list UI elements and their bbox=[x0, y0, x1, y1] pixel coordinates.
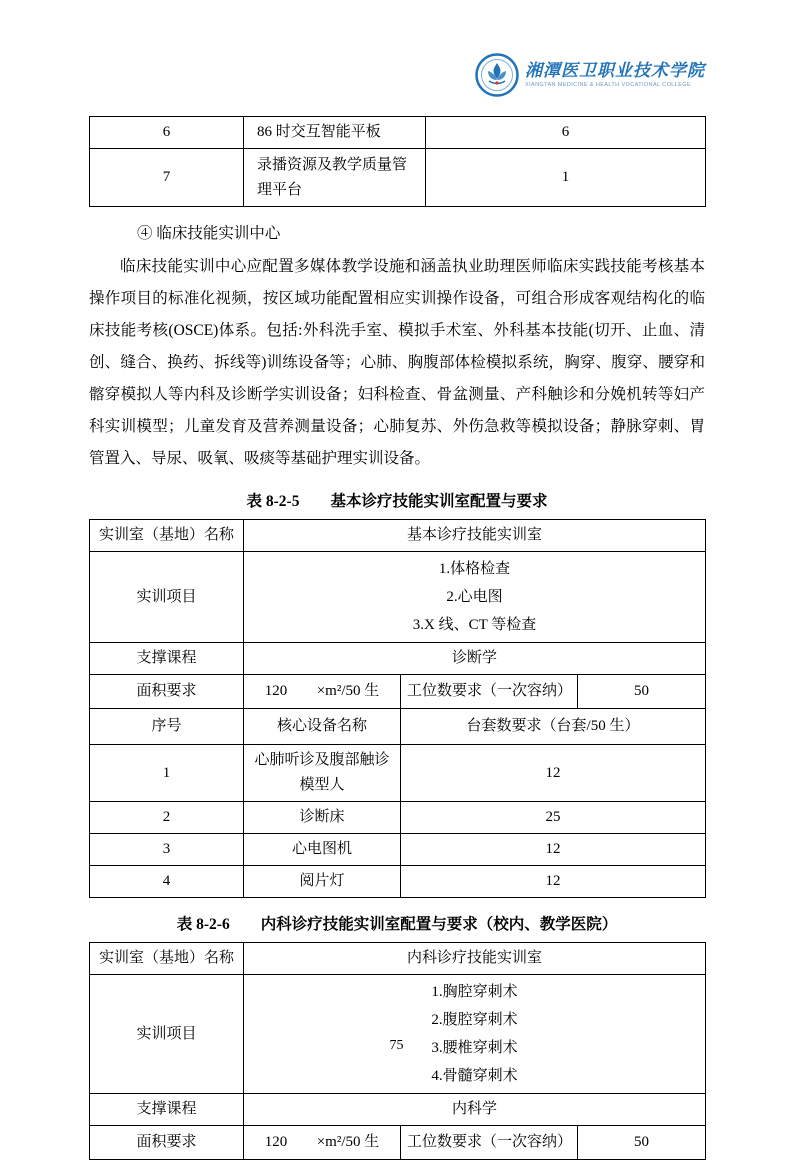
college-logo-text bbox=[525, 62, 705, 89]
cell-serial: 7 bbox=[90, 149, 244, 207]
table-row bbox=[90, 1094, 706, 1126]
cell-capacity-label: 工位数要求（一次容纳） bbox=[401, 1126, 578, 1160]
table-row bbox=[90, 520, 706, 552]
cell-qty: 12 bbox=[401, 745, 706, 802]
cell-qty: 1 bbox=[426, 149, 706, 207]
cell-room-label: 实训室（基地）名称 bbox=[90, 943, 244, 975]
cell-room-value: 基本诊疗技能实训室 bbox=[244, 520, 706, 552]
cell-qty: 12 bbox=[401, 866, 706, 898]
table-row bbox=[90, 866, 706, 898]
cell-room-label: 实训室（基地）名称 bbox=[90, 520, 244, 552]
cell-course-value: 内科学 bbox=[244, 1094, 706, 1126]
cell-project-label: 实训项目 bbox=[90, 552, 244, 643]
table-row bbox=[90, 1126, 706, 1160]
college-emblem-icon bbox=[475, 53, 519, 97]
header-serial: 序号 bbox=[90, 709, 244, 745]
header-qty: 台套数要求（台套/50 生） bbox=[401, 709, 706, 745]
table-header-row bbox=[90, 709, 706, 745]
table-row bbox=[90, 552, 706, 643]
project-item: 2.心电图 bbox=[446, 589, 503, 605]
cell-equipment-name: 阅片灯 bbox=[244, 866, 401, 898]
cell-serial: 6 bbox=[90, 117, 244, 149]
cell-serial: 3 bbox=[90, 834, 244, 866]
area-unit: ×m²/50 生 bbox=[316, 683, 380, 699]
cell-capacity-value: 50 bbox=[578, 1126, 706, 1160]
cell-equipment-name: 诊断床 bbox=[244, 802, 401, 834]
area-number: 120 bbox=[264, 1134, 288, 1150]
cell-serial: 1 bbox=[90, 745, 244, 802]
header-logo-row bbox=[89, 50, 705, 100]
cell-course-label: 支撑课程 bbox=[90, 1094, 244, 1126]
table-row bbox=[90, 117, 706, 149]
cell-equipment-name: 心电图机 bbox=[244, 834, 401, 866]
cell-serial: 2 bbox=[90, 802, 244, 834]
project-item: 3.腰椎穿刺术 bbox=[431, 1040, 518, 1056]
table-8-2-5-title: 表 8-2-5 基本诊疗技能实训室配置与要求 bbox=[246, 493, 548, 510]
area-unit: ×m²/50 生 bbox=[316, 1134, 380, 1150]
table-row bbox=[90, 675, 706, 709]
cell-area-value bbox=[244, 675, 401, 709]
cell-qty: 12 bbox=[401, 834, 706, 866]
cell-course-value: 诊断学 bbox=[244, 643, 706, 675]
equipment-table-continued bbox=[89, 116, 706, 207]
cell-area-value bbox=[244, 1126, 401, 1160]
cell-capacity-label: 工位数要求（一次容纳） bbox=[401, 675, 578, 709]
table-8-2-5 bbox=[89, 519, 706, 898]
header-equipment-name: 核心设备名称 bbox=[244, 709, 401, 745]
project-item: 3.X 线、CT 等检查 bbox=[412, 617, 537, 633]
cell-project-items bbox=[244, 975, 706, 1094]
table-row bbox=[90, 943, 706, 975]
page-number: 75 bbox=[389, 1038, 404, 1053]
table-row bbox=[90, 643, 706, 675]
project-item: 1.体格检查 bbox=[438, 561, 511, 577]
cell-room-value: 内科诊疗技能实训室 bbox=[244, 943, 706, 975]
cell-equipment-name: 录播资源及教学质量管理平台 bbox=[244, 149, 426, 207]
project-item: 4.骨髓穿刺术 bbox=[431, 1068, 518, 1084]
project-item: 2.腹腔穿刺术 bbox=[431, 1012, 518, 1028]
college-logo bbox=[475, 53, 705, 97]
cell-qty: 25 bbox=[401, 802, 706, 834]
table-8-2-6-title: 表 8-2-6 内科诊疗技能实训室配置与要求（校内、教学医院） bbox=[176, 916, 618, 933]
table-row bbox=[90, 745, 706, 802]
cell-course-label: 支撑课程 bbox=[90, 643, 244, 675]
cell-equipment-name: 86 时交互智能平板 bbox=[244, 117, 426, 149]
cell-equipment-name: 心肺听诊及腹部触诊模型人 bbox=[244, 745, 401, 802]
table-row bbox=[90, 149, 706, 207]
area-number: 120 bbox=[264, 683, 288, 699]
cell-project-items bbox=[244, 552, 706, 643]
table-row bbox=[90, 802, 706, 834]
body-paragraph: 临床技能实训中心应配置多媒体教学设施和涵盖执业助理医师临床实践技能考核基本操作项目的标准化视频，按区域功能配置相应实训操作设备，可组合形成客观结构化的临床技能考核(OSCE)体系。包括:外科洗手室、模拟手术室、外科基本技能(切开、止血、清创、缝合、换药、拆线等)训练设备等；心肺、胸腹部体检模拟系统，胸穿、腹穿、腰穿和髂穿模拟人等内科及诊断学实训设备；妇科检查、骨盆测量、产科触诊和分娩机转等妇产科实训模型；儿童发育及营养测量设备；心肺复苏、外伤急救等模拟设备；静脉穿刺、胃管置入、导尿、吸氧、吸痰等基础护理实训设备。 bbox=[89, 258, 705, 467]
cell-project-label: 实训项目 bbox=[90, 975, 244, 1094]
cell-serial: 4 bbox=[90, 866, 244, 898]
section-heading: ④ 临床技能实训中心 bbox=[137, 225, 281, 242]
cell-capacity-value: 50 bbox=[578, 675, 706, 709]
cell-area-label: 面积要求 bbox=[90, 675, 244, 709]
table-row bbox=[90, 975, 706, 1094]
project-item: 1.胸腔穿刺术 bbox=[431, 984, 518, 1000]
college-name-en: XIANGTAN MEDICINE & HEALTH VOCATIONAL COLLEGE bbox=[525, 82, 692, 89]
table-row bbox=[90, 834, 706, 866]
college-name-cn: 湘潭医卫职业技术学院 bbox=[525, 60, 705, 80]
cell-qty: 6 bbox=[426, 117, 706, 149]
cell-area-label: 面积要求 bbox=[90, 1126, 244, 1160]
